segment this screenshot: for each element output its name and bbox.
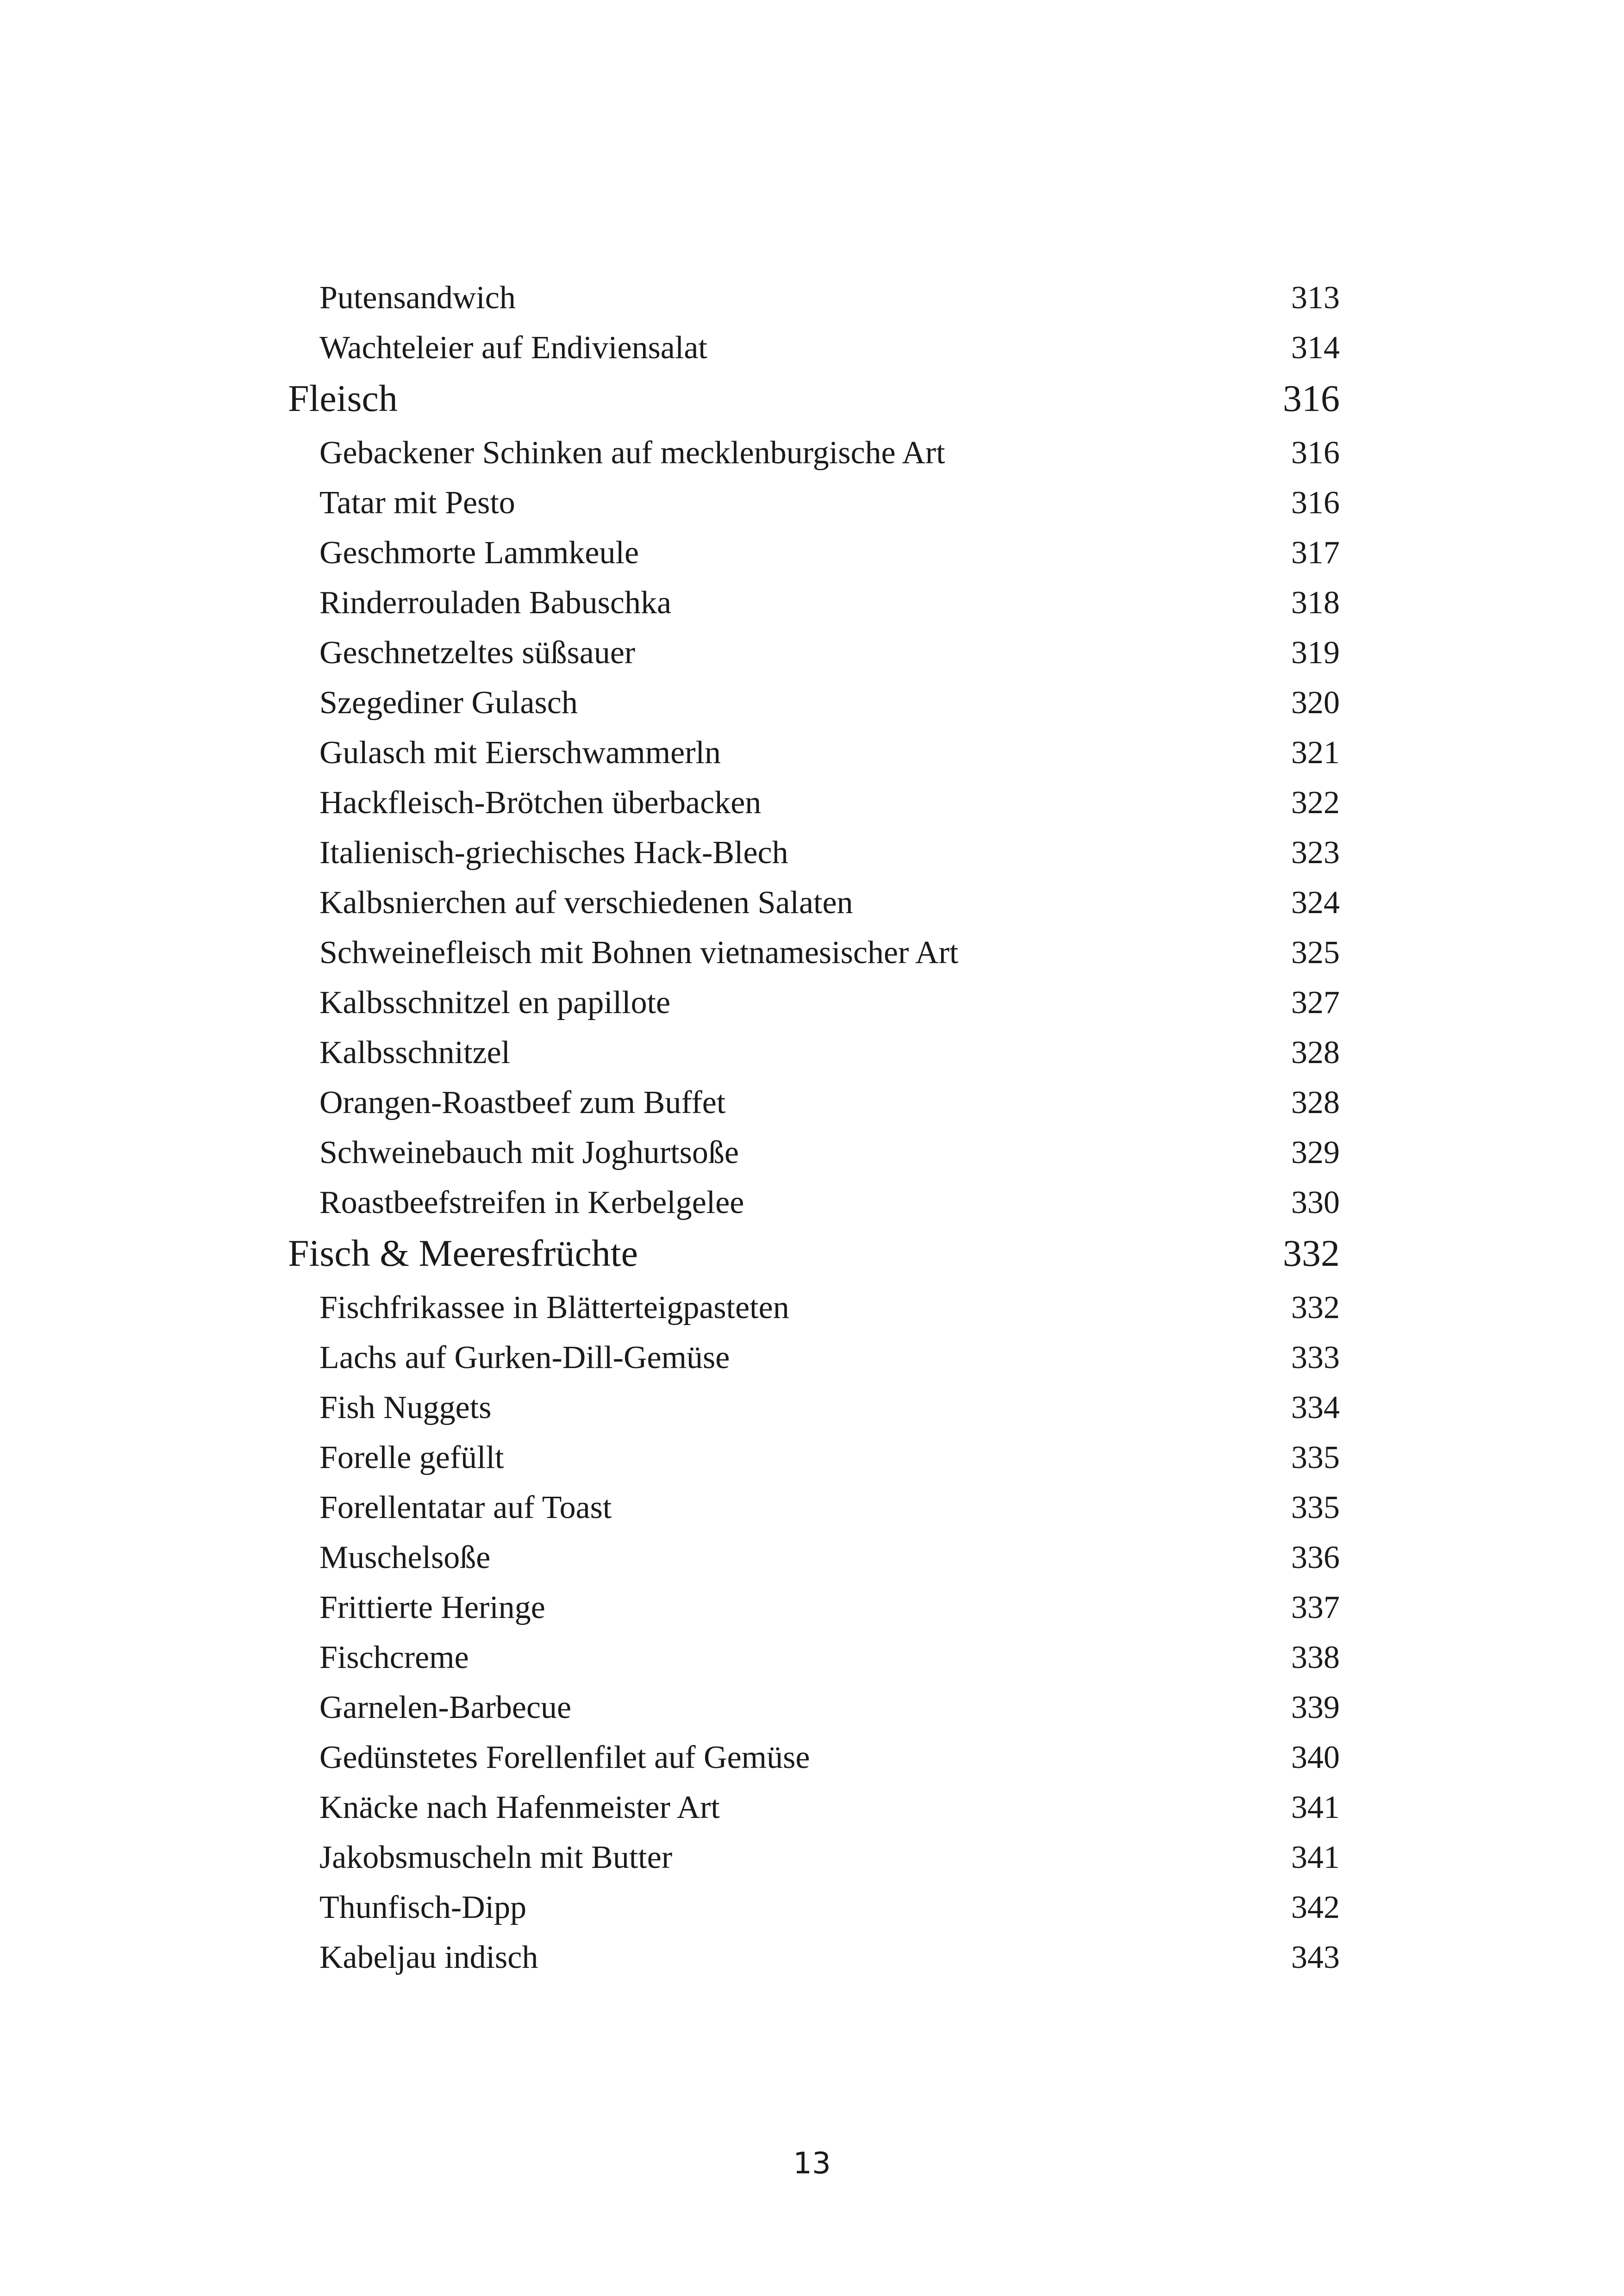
toc-entry[interactable] (319, 1783, 1340, 1833)
toc-section-page: 332 (1283, 1232, 1340, 1274)
toc-entry[interactable] (319, 478, 1340, 528)
toc-entry-title: Tatar mit Pesto (319, 485, 515, 521)
toc-entry-page: 316 (1291, 485, 1340, 521)
toc-entry[interactable] (319, 778, 1340, 828)
toc-entry-title: Kabeljau indisch (319, 1940, 538, 1975)
toc-entry-title: Fish Nuggets (319, 1390, 492, 1425)
toc-entry-title: Kalbsschnitzel en papillote (319, 985, 671, 1020)
toc-entry-page: 317 (1291, 535, 1340, 571)
toc-entry-title: Fischfrikassee in Blätterteigpasteten (319, 1290, 789, 1325)
toc-entry-title: Thunfisch-Dipp (319, 1890, 527, 1925)
page-number: 13 (793, 2147, 831, 2181)
toc-entry-page: 328 (1291, 1035, 1340, 1070)
toc-entry-page: 332 (1291, 1290, 1340, 1325)
toc-section-title: Fleisch (288, 377, 398, 419)
toc-entry-title: Roastbeefstreifen in Kerbelgelee (319, 1185, 744, 1220)
toc-entry-page: 313 (1291, 280, 1340, 316)
toc-entry-page: 314 (1291, 330, 1340, 366)
toc-entry[interactable] (319, 323, 1340, 373)
toc-entry[interactable] (319, 428, 1340, 478)
toc-entry-page: 335 (1291, 1490, 1340, 1525)
toc-entry[interactable] (319, 1128, 1340, 1178)
toc-entry-title: Szegediner Gulasch (319, 685, 578, 721)
toc-entry-page: 316 (1291, 435, 1340, 471)
toc-entry-title: Italienisch-griechisches Hack-Blech (319, 835, 788, 871)
toc-entry[interactable] (319, 678, 1340, 728)
toc-entry-page: 330 (1291, 1185, 1340, 1220)
toc-entry-page: 319 (1291, 635, 1340, 671)
toc-entry[interactable] (319, 1533, 1340, 1583)
toc-entry-title: Kalbsschnitzel (319, 1035, 511, 1070)
toc-entry-page: 324 (1291, 885, 1340, 921)
toc-entry[interactable] (319, 878, 1340, 928)
toc-entry-title: Kalbsnierchen auf verschiedenen Salaten (319, 885, 853, 921)
toc-entry-title: Lachs auf Gurken-Dill-Gemüse (319, 1340, 730, 1375)
toc-entry-page: 341 (1291, 1790, 1340, 1825)
toc-entry-title: Gebackener Schinken auf mecklenburgische Art (319, 435, 945, 471)
toc-entry-page: 328 (1291, 1085, 1340, 1120)
toc-entry[interactable] (319, 1583, 1340, 1633)
toc-entry-title: Schweinefleisch mit Bohnen vietnamesischer Art (319, 935, 959, 971)
toc-entry[interactable] (319, 1833, 1340, 1883)
toc-entry-page: 338 (1291, 1640, 1340, 1675)
toc-entry[interactable] (319, 1078, 1340, 1128)
toc-entry-title: Jakobsmuscheln mit Butter (319, 1840, 673, 1875)
toc-entry-page: 336 (1291, 1540, 1340, 1575)
toc-entry-title: Geschnetzeltes süßsauer (319, 635, 636, 671)
toc-entry-page: 325 (1291, 935, 1340, 971)
toc-entry-title: Garnelen-Barbecue (319, 1690, 572, 1725)
toc-entry[interactable] (319, 1178, 1340, 1228)
toc-entry-page: 321 (1291, 735, 1340, 771)
toc-entry-title: Putensandwich (319, 280, 516, 316)
toc-entry-page: 329 (1291, 1135, 1340, 1170)
toc-entry-title: Wachteleier auf Endiviensalat (319, 330, 707, 366)
toc-entry-page: 335 (1291, 1440, 1340, 1475)
toc-entry[interactable] (319, 1483, 1340, 1533)
toc-entry[interactable] (319, 928, 1340, 978)
toc-entry-title: Forellentatar auf Toast (319, 1490, 612, 1525)
toc-entry[interactable] (319, 1933, 1340, 1983)
toc-entry-page: 323 (1291, 835, 1340, 871)
toc-entry-title: Orangen-Roastbeef zum Buffet (319, 1085, 726, 1120)
toc-entry-page: 340 (1291, 1740, 1340, 1775)
toc-section-heading[interactable] (288, 371, 1340, 426)
toc-entry[interactable] (319, 978, 1340, 1028)
toc-entry[interactable] (319, 1383, 1340, 1433)
toc-entry[interactable] (319, 1633, 1340, 1683)
toc-entry-title: Geschmorte Lammkeule (319, 535, 639, 571)
toc-entry[interactable] (319, 1283, 1340, 1333)
toc-section-page: 316 (1283, 377, 1340, 419)
toc-entry-title: Muschelsoße (319, 1540, 491, 1575)
toc-entry-page: 342 (1291, 1890, 1340, 1925)
toc-section-heading[interactable] (288, 1226, 1340, 1281)
toc-entry-page: 339 (1291, 1690, 1340, 1725)
toc-entry-title: Knäcke nach Hafenmeister Art (319, 1790, 720, 1825)
toc-entry-title: Gulasch mit Eierschwammerln (319, 735, 721, 771)
toc-entry-title: Forelle gefüllt (319, 1440, 504, 1475)
toc-entry[interactable] (319, 1433, 1340, 1483)
toc-entry[interactable] (319, 1883, 1340, 1933)
toc-entry[interactable] (319, 273, 1340, 323)
toc-entry-page: 343 (1291, 1940, 1340, 1975)
toc-entry-title: Schweinebauch mit Joghurtsoße (319, 1135, 739, 1170)
toc-section-title: Fisch & Meeresfrüchte (288, 1232, 638, 1274)
toc-entry[interactable] (319, 828, 1340, 878)
toc-entry-title: Gedünstetes Forellenfilet auf Gemüse (319, 1740, 810, 1775)
toc-entry-title: Fischcreme (319, 1640, 469, 1675)
toc-entry[interactable] (319, 1683, 1340, 1733)
toc-entry-page: 333 (1291, 1340, 1340, 1375)
toc-entry-page: 334 (1291, 1390, 1340, 1425)
toc-entry-title: Hackfleisch-Brötchen überbacken (319, 785, 762, 821)
toc-entry-page: 318 (1291, 585, 1340, 621)
toc-entry[interactable] (319, 628, 1340, 678)
toc-entry-page: 341 (1291, 1840, 1340, 1875)
toc-entry-title: Frittierte Heringe (319, 1590, 545, 1625)
toc-entry[interactable] (319, 1733, 1340, 1783)
toc-entry-page: 320 (1291, 685, 1340, 721)
toc-entry-page: 322 (1291, 785, 1340, 821)
toc-entry-page: 337 (1291, 1590, 1340, 1625)
toc-entry[interactable] (319, 528, 1340, 578)
toc-entry[interactable] (319, 578, 1340, 628)
toc-entry[interactable] (319, 728, 1340, 778)
toc-entry[interactable] (319, 1333, 1340, 1383)
toc-entry-title: Rinderrouladen Babuschka (319, 585, 672, 621)
toc-entry-page: 327 (1291, 985, 1340, 1020)
toc-entry[interactable] (319, 1028, 1340, 1078)
